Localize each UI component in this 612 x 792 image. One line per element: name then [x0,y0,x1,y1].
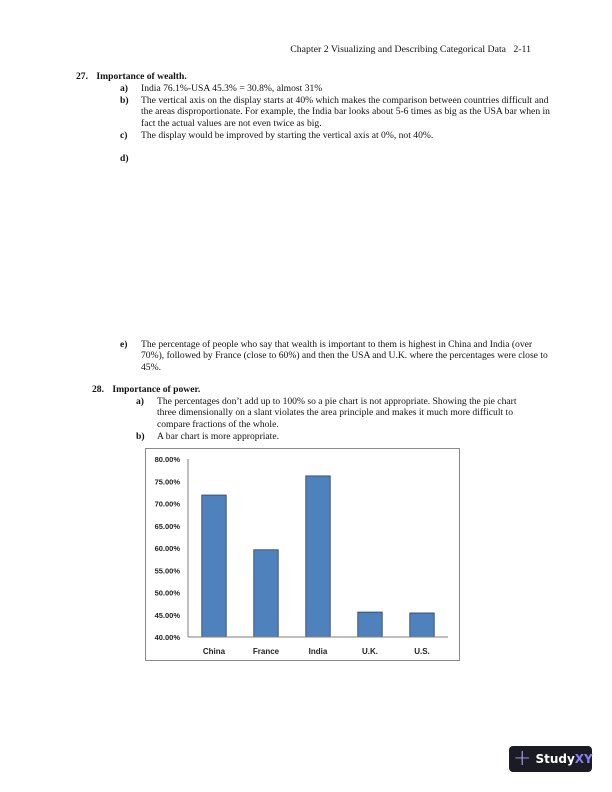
answer-label: a) [120,83,128,94]
y-axis-ticks [155,455,181,642]
answer-text: The display would be improved by starting the vertical axis at 0%, not 40%. [141,130,434,141]
answer-28b [136,431,536,442]
page-header [290,44,531,55]
answer-27a [120,83,550,94]
answer-label: d) [120,153,129,164]
bar-france [254,550,278,637]
question-title: Importance of wealth. [96,71,187,82]
y-tick-label: 50.00% [154,588,180,598]
question-title: Importance of power. [112,384,201,395]
bars [202,476,434,637]
answer-text: The percentages don’t add up to 100% so a pie chart is not appropriate. Showing the pie chart three dimensionally on a slant violates the area principle and makes it much more difficult to compare fractions of the whole. [157,396,517,430]
bar-chart [145,448,460,661]
bar-uk [358,612,382,637]
question-28-heading [92,384,200,395]
answer-27c [120,130,550,141]
page-number: 2-11 [513,44,531,55]
answer-text: The percentage of people who say that wealth is important to them is highest in China and India (over 70%), followed by France (close to 60%) and then the USA and U.K. where the percentages were close to 45%. [141,339,548,373]
answer-text: India 76.1%-USA 45.3% = 30.8%, almost 31% [141,83,323,94]
question-number: 28. [92,384,104,395]
answer-27b [120,95,550,129]
answer-text: A bar chart is more appropriate. [157,431,280,442]
bar-india [306,476,330,637]
answer-label: b) [120,95,129,106]
x-tick-label: China [202,647,226,656]
y-tick-label: 45.00% [154,610,180,620]
plus-icon: + [513,746,532,771]
y-tick-label: 60.00% [154,544,180,553]
answer-27e [120,339,550,373]
x-tick-label: India [308,647,328,656]
answer-label: b) [136,431,145,442]
chapter-title: Chapter 2 Visualizing and Describing Categorical Data [290,44,507,55]
answer-28a [136,396,536,430]
answer-label: e) [120,339,128,350]
question-27-heading [76,71,187,82]
brand-name: StudyXY [535,752,593,766]
answer-label: a) [136,396,144,407]
x-tick-label: France [252,647,280,656]
x-axis-labels [203,647,430,656]
y-tick-label: 70.00% [154,499,180,509]
y-tick-label: 40.00% [154,633,180,642]
bar-chart-svg [146,449,459,660]
x-tick-label: U.S. [414,647,430,656]
x-tick-label: U.K. [362,647,378,656]
answer-label: c) [120,130,128,141]
studyxy-badge[interactable] [509,746,592,772]
y-tick-label: 80.00% [154,455,180,464]
y-tick-label: 75.00% [154,477,180,487]
y-tick-label: 65.00% [154,521,180,531]
bar-us [410,613,434,637]
bar-china [202,495,226,637]
y-tick-label: 55.00% [154,566,180,576]
question-number: 27. [76,71,88,82]
answer-text: The vertical axis on the display starts at 40% which makes the comparison between countries difficult and the areas disproportionate. For example, the India bar looks about 5-6 times as big as the USA bar when in fact the actual values are not even twice as big. [141,95,550,129]
